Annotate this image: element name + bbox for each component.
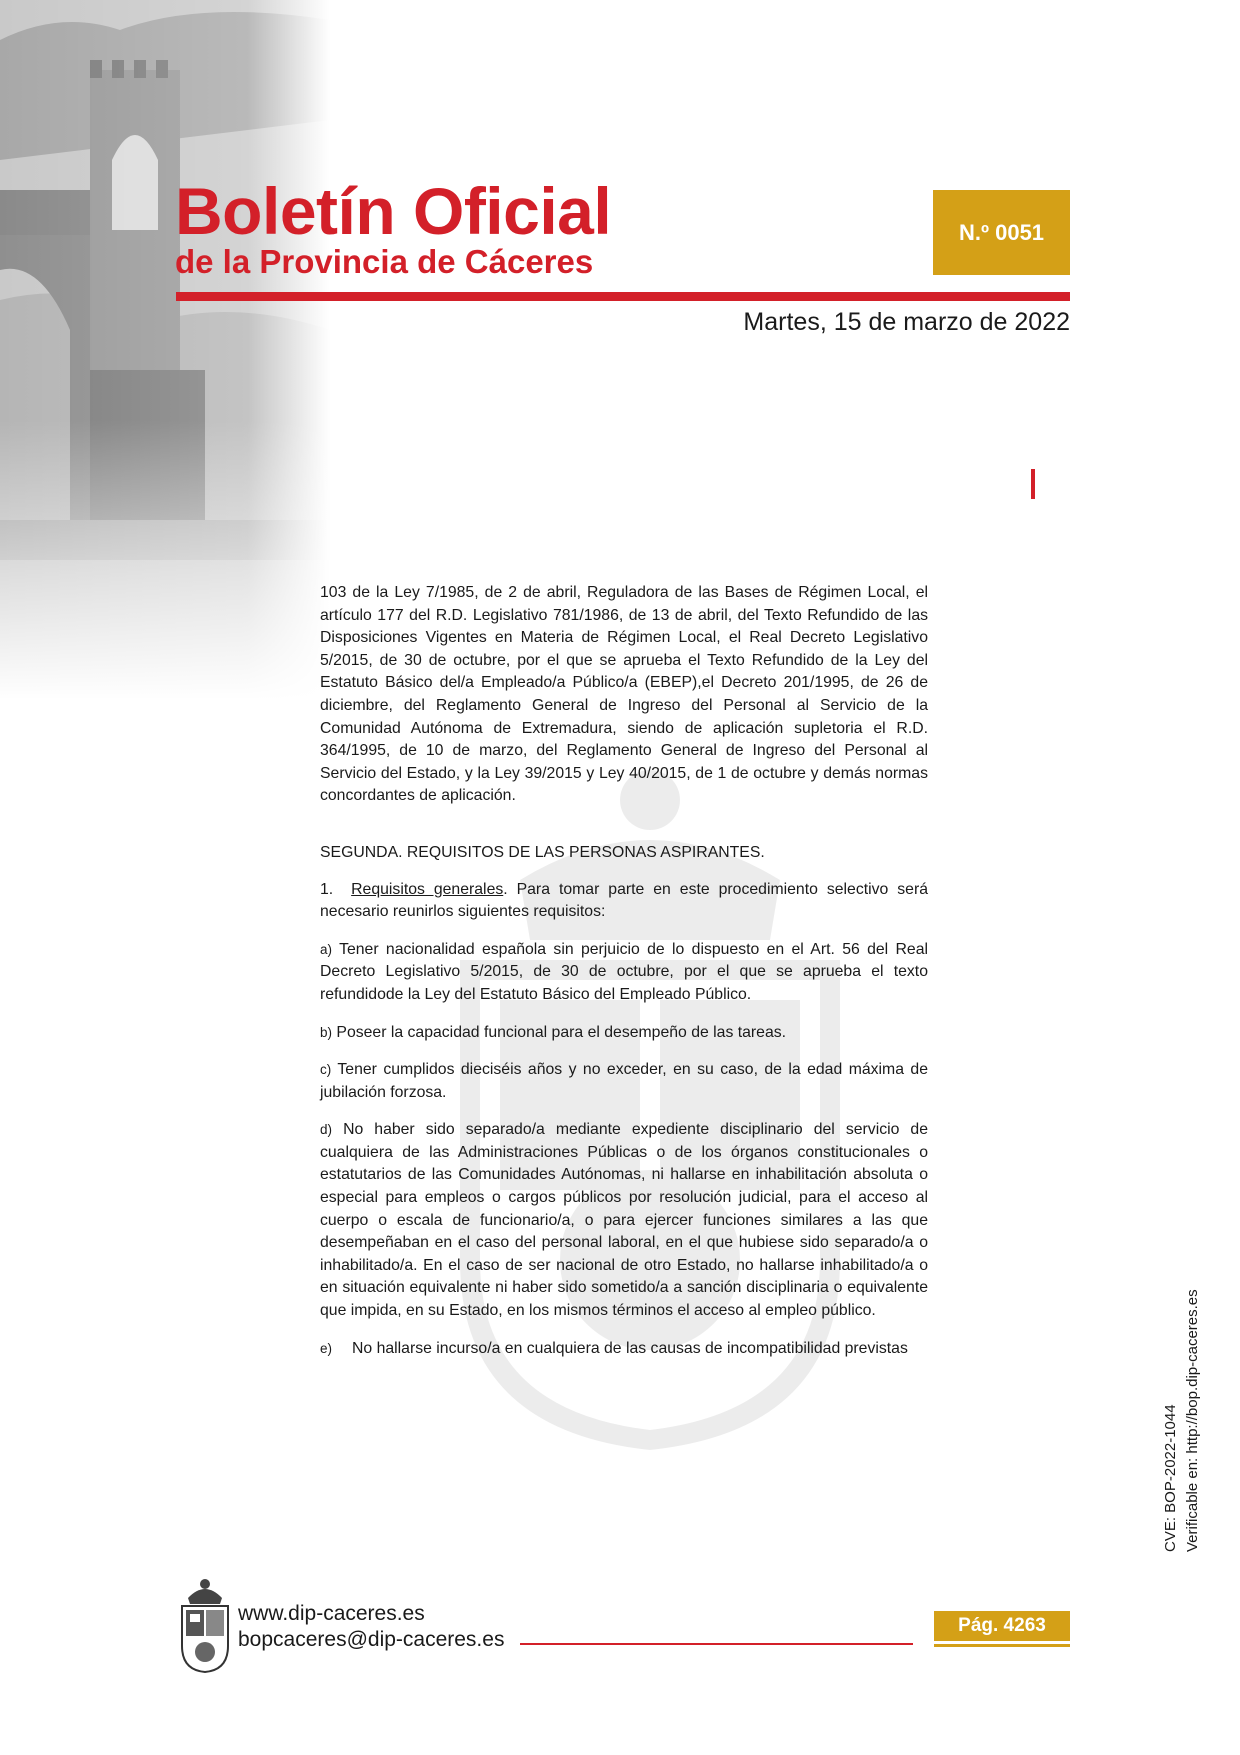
- verification-url[interactable]: Verificable en: http://bop.dip-caceres.es: [1184, 1289, 1201, 1552]
- page-number-badge: Pág. 4263: [934, 1611, 1070, 1641]
- list-item-text: Tener nacionalidad española sin perjuicio de lo dispuesto en el Art. 56 del Real Decreto Legislativo 5/2015, de 30 de octubre, por el que se aprueba el texto refundidode la Ley del Estatuto Básico del Empleado Público.: [320, 940, 929, 1003]
- list-item: [320, 1119, 928, 1322]
- cve-code: CVE: BOP-2022-1044: [1162, 1404, 1179, 1552]
- list-item-text: No hallarse incurso/a en cualquiera de las causas de incompatibilidad previstas: [352, 1339, 908, 1357]
- bridge-photo-background: [0, 0, 330, 700]
- footer-divider: [520, 1643, 913, 1645]
- requirement-title: Requisitos generales: [351, 880, 504, 898]
- list-item-marker: d): [320, 1122, 333, 1138]
- masthead: [175, 174, 612, 280]
- list-item: [320, 1022, 928, 1045]
- list-item-marker: b): [320, 1024, 333, 1040]
- footer-contact: [238, 1601, 504, 1653]
- requirement-text: . Para tomar parte en este procedimiento selectivo será necesario reunirlos siguientes requisitos:: [320, 880, 928, 921]
- issue-number-badge: N.º 0051: [933, 190, 1070, 275]
- list-item: [320, 1338, 928, 1361]
- list-item-marker: e): [320, 1340, 333, 1356]
- bulletin-title: Boletín Oficial: [175, 174, 612, 248]
- cve-verification: [1160, 1289, 1204, 1552]
- email-link[interactable]: bopcaceres@dip-caceres.es: [238, 1628, 505, 1651]
- page-number-underline: [934, 1644, 1070, 1647]
- list-item-marker: a): [320, 941, 333, 957]
- publication-date: Martes, 15 de marzo de 2022: [743, 308, 1070, 336]
- bulletin-subtitle: de la Provincia de Cáceres: [175, 243, 594, 280]
- requirements-paragraph: [320, 879, 928, 924]
- website-link[interactable]: www.dip-caceres.es: [238, 1602, 425, 1625]
- intro-paragraph: 103 de la Ley 7/1985, de 2 de abril, Reguladora de las Bases de Régimen Local, el artículo 177 del R.D. Legislativo 781/1986, de 13 de abril, del Texto Refundido de las Disposiciones Vigentes en Materia de Régimen Local, el Real Decreto Legislativo 5/2015, de 30 de octubre, por el que se aprueba el Texto Refundido de la Ley del Estatuto Básico del/a Empleado/a Público/a (EBEP),el Decreto 201/1995, de 26 de diciembre, del Reglamento General de Ingreso del Personal al Servicio de la Comunidad Autónoma de Extremadura, siendo de aplicación supletoria el R.D. 364/1995, de 10 de marzo, del Reglamento General de Ingreso del Personal al Servicio del Estado, y la Ley 39/2015 y Ley 40/2015, de 1 de octubre y demás normas concordantes de aplicación.: [320, 584, 928, 805]
- list-item-marker: c): [320, 1062, 332, 1078]
- list-item-text: Poseer la capacidad funcional para el desempeño de las tareas.: [336, 1023, 787, 1041]
- list-item-text: Tener cumplidos dieciséis años y no exceder, en su caso, de la edad máxima de jubilación forzosa.: [320, 1061, 928, 1101]
- list-item: [320, 939, 928, 1007]
- document-body: [320, 582, 928, 1360]
- header-divider: [176, 292, 1070, 301]
- list-item-text: No haber sido separado/a mediante expediente disciplinario del servicio de cualquiera de las Administraciones Públicas o de los órganos constitucionales o estatutarios de las Comunidades Autónomas, ni hallarse en inhabilitación absoluta o especial para empleos o cargos públicos por resolución judicial, para el acceso al cuerpo o escala de funcionario/a, o para ejercer funciones similares a las que desempeñaban en el caso del personal laboral, en el que hubiese sido separado/a o inhabilitado/a. En el caso de ser nacional de otro Estado, no hallarse inhabilitado/a o en situación equivalente ni haber sido sometido/a a sanción disciplinaria o equivalente que impida, en su Estado, en los mismos términos el acceso al empleo público.: [320, 1121, 929, 1320]
- requirement-number: 1.: [320, 880, 334, 898]
- coat-of-arms-icon: [178, 1576, 232, 1674]
- section-heading: SEGUNDA. REQUISITOS DE LAS PERSONAS ASPIRANTES.: [320, 843, 765, 861]
- list-item: [320, 1059, 928, 1104]
- page-marker: [1031, 469, 1035, 499]
